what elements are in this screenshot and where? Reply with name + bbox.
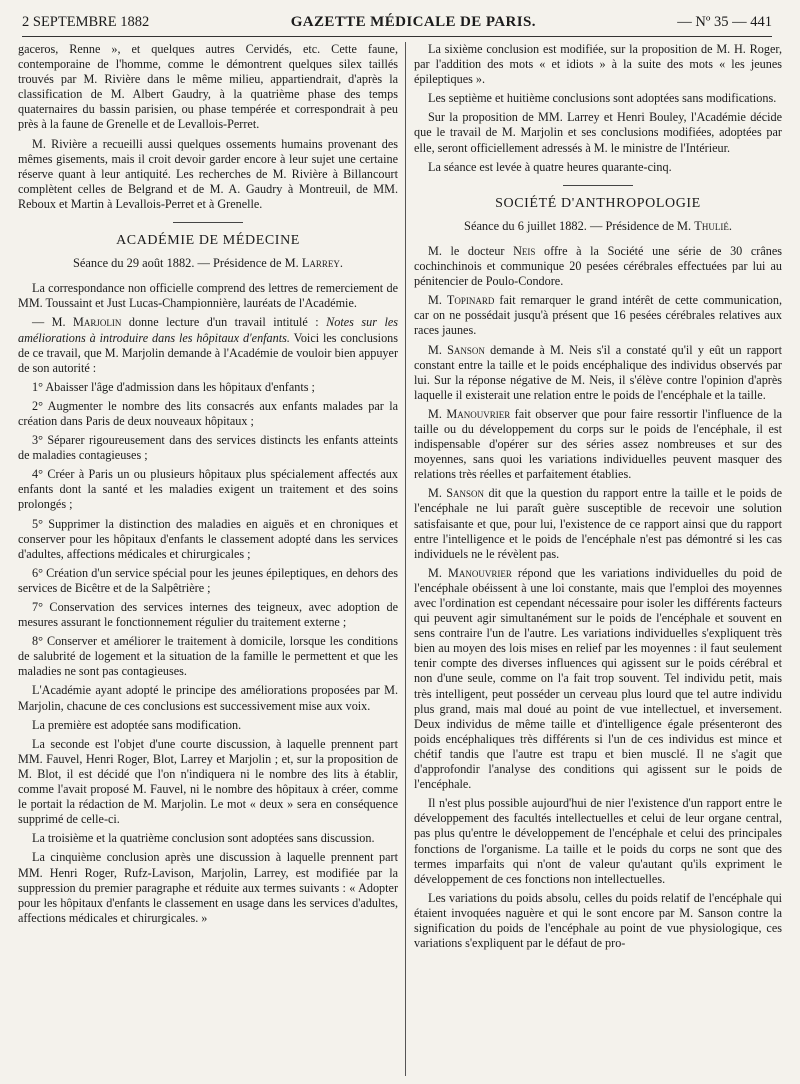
paragraph: gaceros, Renne », et quelques autres Cervidés, etc. Cette faune, contemporaine de l'homme, comme le démontrent quelques silex taillés trouvés par M. Rivière dans le même milieu, appartiendrait, d'après la classification de M. Albert Gaudry, à la quatrième phase des temps quaternaires du bassin parisien, ou phase tempérée et correspondrait à peu près à la faune de Grenelle et de Levallois-Perret. <box>18 42 398 132</box>
paragraph <box>414 407 782 482</box>
issue-number: — Nº 35 — 441 <box>677 14 772 30</box>
paragraph: Sur la proposition de MM. Larrey et Henri Bouley, l'Académie décide que le travail de M. Marjolin et ses conclusions modifiées, adoptées par elle, seront officiellement adressés à M. le ministre de l'Intérieur. <box>414 110 782 155</box>
conclusion-item: 2° Augmenter le nombre des lits consacrés aux enfants malades par la création dans Paris de deux nouveaux hôpitaux ; <box>18 398 398 428</box>
text-run: — M. <box>32 315 74 330</box>
speaker-name: Sanson <box>447 342 485 357</box>
paragraph <box>414 293 782 338</box>
header-date: 2 SEPTEMBRE 1882 <box>22 14 150 30</box>
paragraph <box>414 343 782 403</box>
text-run: donne lecture d'un travail intitulé : <box>121 315 327 330</box>
seance-text: Séance du 6 juillet 1882. — Présidence de M. <box>464 218 695 233</box>
column-divider <box>405 42 406 1076</box>
speaker-name: Marjolin <box>73 315 122 330</box>
text-run: demande à M. Neis s'il a constaté qu'il y eût un rapport constant entre la taille et le poids encéphalique des individus observés par lui. Sur la réponse négative de M. Neis, il s'élève contre l'opinion d'après laquelle il existerait une relation entre le poids de l'encéphale et la taille. <box>414 342 782 402</box>
seance-line <box>414 219 782 234</box>
seance-text: Séance du 29 août 1882. — Présidence de M. <box>72 256 302 271</box>
work-title: Notes sur les améliorations à introduire dans les hôpitaux d'enfants. <box>18 315 398 345</box>
speaker-name: Neis <box>513 243 536 258</box>
conclusion-item: 3° Séparer rigoureusement dans des services distincts les enfants atteints de maladies contagieuses ; <box>18 433 398 463</box>
text-run: répond que les variations individuelles du poid de l'encéphale obéissent à une loi constante, mais que l'emploi des moyennes avec l'ordination est cependant nécessaire pour isoler les différents facteurs qui peuvent agir simultanément sur le poids de l'encéphale et souvent en sens contraire l'un de l'autre. Les variations individuelles s'expliquent très bien au moyen des lois mises en relief par les moyennes : il faut seulement tenir compte des diverses influences qui agissent sur le poids cérébral et non d'une seule, comme on l'a fait trop souvent. Tel individu petit, mais très intelligent, peut posséder un cerveau plus lourd que tel autre individu plus grand, mais mal doué au point de vue intellectuel, et inversement. Deux individus de même taille et d'intelligence égale présenteront des poids encéphaliques très différents si l'un de ces individus est mince et chétif tandis que l'autre est trapu et bien musclé. Il ne s'agit que d'approfondir l'analyse des conditions qui agissent sur le poids de l'encéphale. <box>414 565 782 792</box>
conclusion-item: 6° Création d'un service spécial pour les jeunes épileptiques, en dehors des services de Bicêtre et de la Salpêtrière ; <box>18 565 398 595</box>
speaker-name: Manouvrier <box>447 565 512 580</box>
text-run: Voici les conclusions de ce travail, que M. Marjolin demande à l'Académie de vouloir bien appuyer de son autorité : <box>18 330 398 375</box>
text-run: M. le docteur <box>428 243 514 258</box>
section-rule <box>173 222 243 223</box>
section-title-academie: ACADÉMIE DE MÉDECINE <box>116 233 300 249</box>
text-run: M. <box>428 406 447 421</box>
paragraph <box>414 486 782 561</box>
text-run: M. <box>428 486 447 501</box>
speaker-name: Topinard <box>446 293 495 308</box>
president-name: Thulié <box>694 218 729 233</box>
paragraph <box>18 315 398 375</box>
paragraph: La troisième et la quatrième conclusion sont adoptées sans discussion. <box>32 831 375 846</box>
text-run: offre à la Société une série de 30 crânes cochinchinois et communique 20 pesées cérébrales effectuées par lui au pénitencier de Poulo-Condore. <box>414 243 782 289</box>
paragraph: Les septième et huitième conclusions sont adoptées sans modifications. <box>428 91 777 106</box>
text-run: dit que la question du rapport entre la taille et le poids de l'encéphale ne lui paraît guère susceptible de recevoir une solution satisfaisante et que, pour lui, l'existence de ce rapport ainsi que du rapport entre l'intelligence et le poids de l'encéphale n'est pas démontré si les cas individuels ne le révèlent pas. <box>414 486 782 561</box>
paragraph: La sixième conclusion est modifiée, sur la proposition de M. H. Roger, par l'addition des mots « et idiots » à la suite des mots « les jeunes épileptiques ». <box>414 42 782 87</box>
journal-title: GAZETTE MÉDICALE DE PARIS. <box>290 14 536 30</box>
section-title-anthropologie: SOCIÉTÉ D'ANTHROPOLOGIE <box>495 195 701 211</box>
seance-end: . <box>728 218 732 233</box>
text-run: fait remarquer le grand intérêt de cette communication, car on ne possédait jusqu'à présent que 16 pesées cérébrales relatives aux races jaunes. <box>414 293 782 338</box>
page-header <box>22 14 772 37</box>
conclusion-item: 4° Créer à Paris un ou plusieurs hôpitaux plus spécialement affectés aux enfants dont la santé et les maladies exigent un traitement et des soins prolongés ; <box>18 467 398 512</box>
paragraph: La correspondance non officielle comprend des lettres de remerciement de MM. Toussaint et Just Lucas-Championnière, lauréats de l'Académie. <box>18 281 398 311</box>
paragraph: Les variations du poids absolu, celles du poids relatif de l'encéphale qui étaient invoquées naguère et qui le sont encore par M. Sanson contre la signification du poids de l'encéphale au point de vue physiologique, ces variations s'expliquent par le défaut de pro- <box>414 890 782 951</box>
conclusion-item: 7° Conservation des services internes des teigneux, avec adoption de mesures assurant le fonctionnement régulier du traitement externe ; <box>18 600 398 630</box>
paragraph: La seconde est l'objet d'une courte discussion, à laquelle prennent part MM. Fauvel, Henri Roger, Blot, Larrey et Marjolin ; et, sur la proposition de M. Blot, il est décidé que l'on n'indiquera ni le nombre des lits à établir, comme l'avait proposé M. Fauvel, ni le nombre des hôpitaux à créer, comme le portait la rédaction de M. Marjolin. Le mot « deux » sera en conséquence supprimé de celle-ci. <box>18 736 398 827</box>
section-rule <box>563 185 633 186</box>
president-name: Larrey <box>301 256 340 271</box>
text-run: M. <box>428 293 447 308</box>
text-run: M. <box>428 565 448 580</box>
paragraph: La séance est levée à quatre heures quarante-cinq. <box>428 159 672 174</box>
right-column <box>414 42 782 955</box>
paragraph: La cinquième conclusion après une discussion à laquelle prennent part MM. Henri Roger, Rufz-Lavison, Marjolin, Larrey, est modifiée par la suppression du premier paragraphe et réduite aux termes suivants : « Adopter pour les hôpitaux d'enfants le classement en usage dans les services d'adultes, affections médicales et chirurgicales. » <box>18 850 398 925</box>
paragraph: La première est adoptée sans modification. <box>32 717 242 732</box>
speaker-name: Sanson <box>446 486 485 501</box>
conclusion-item: 8° Conserver et améliorer le traitement à domicile, lorsque les conditions de salubrité de logement et la situation de la famille le permettent et que les maladies ne sont pas contagieuses. <box>18 634 398 679</box>
paragraph: M. Rivière a recueilli aussi quelques ossements humains provenant des mêmes gisements, mais il croit devoir garder encore à leur sujet une certaine réserve quant à leur antiquité. Les recherches de M. Rivière à Billancourt complètent celles de Belgrand et de M. A. Gaudry à Montreuil, de MM. Reboux et Martin à Levallois-Perret et à Grenelle. <box>18 136 398 211</box>
paragraph: L'Académie ayant adopté le principe des améliorations proposées par M. Marjolin, chacune de ces conclusions est successivement mise aux voix. <box>18 683 398 713</box>
text-run: fait observer que pour faire ressortir l'influence de la taille ou du développement du corps sur le poids de l'encéphale, il est indispensable d'opérer sur des séries assez nombreuses et sur des moyennes, sans quoi les variations individuelles peuvent masquer des relations très réelles et parfaitement établies. <box>414 406 782 482</box>
conclusion-item: 5° Supprimer la distinction des maladies en aiguës et en chroniques et conserver pour les hôpitaux d'enfants le classement adopté dans les services d'adultes, affections médicales et chirurgicales ; <box>18 516 398 561</box>
paragraph <box>414 566 782 792</box>
paragraph: Il n'est plus possible aujourd'hui de nier l'existence d'un rapport entre le développement des facultés intellectuelles et celui de leur organe central, pas plus qu'entre le développement de l'encéphale et celui des principales fonctions de l'organisme. La taille et le poids du corps ne sont que des termes imparfaits qui n'ont de valeur qu'autant qu'ils expriment le développement de ces fonctions non intellectuelles. <box>414 796 782 886</box>
conclusion-item: 1° Abaisser l'âge d'admission dans les hôpitaux d'enfants ; <box>32 379 315 394</box>
seance-line <box>18 256 398 271</box>
speaker-name: Manouvrier <box>446 406 511 421</box>
text-run: M. <box>428 342 448 357</box>
seance-end: . <box>339 256 343 271</box>
left-column <box>18 42 398 930</box>
paragraph <box>414 244 782 289</box>
